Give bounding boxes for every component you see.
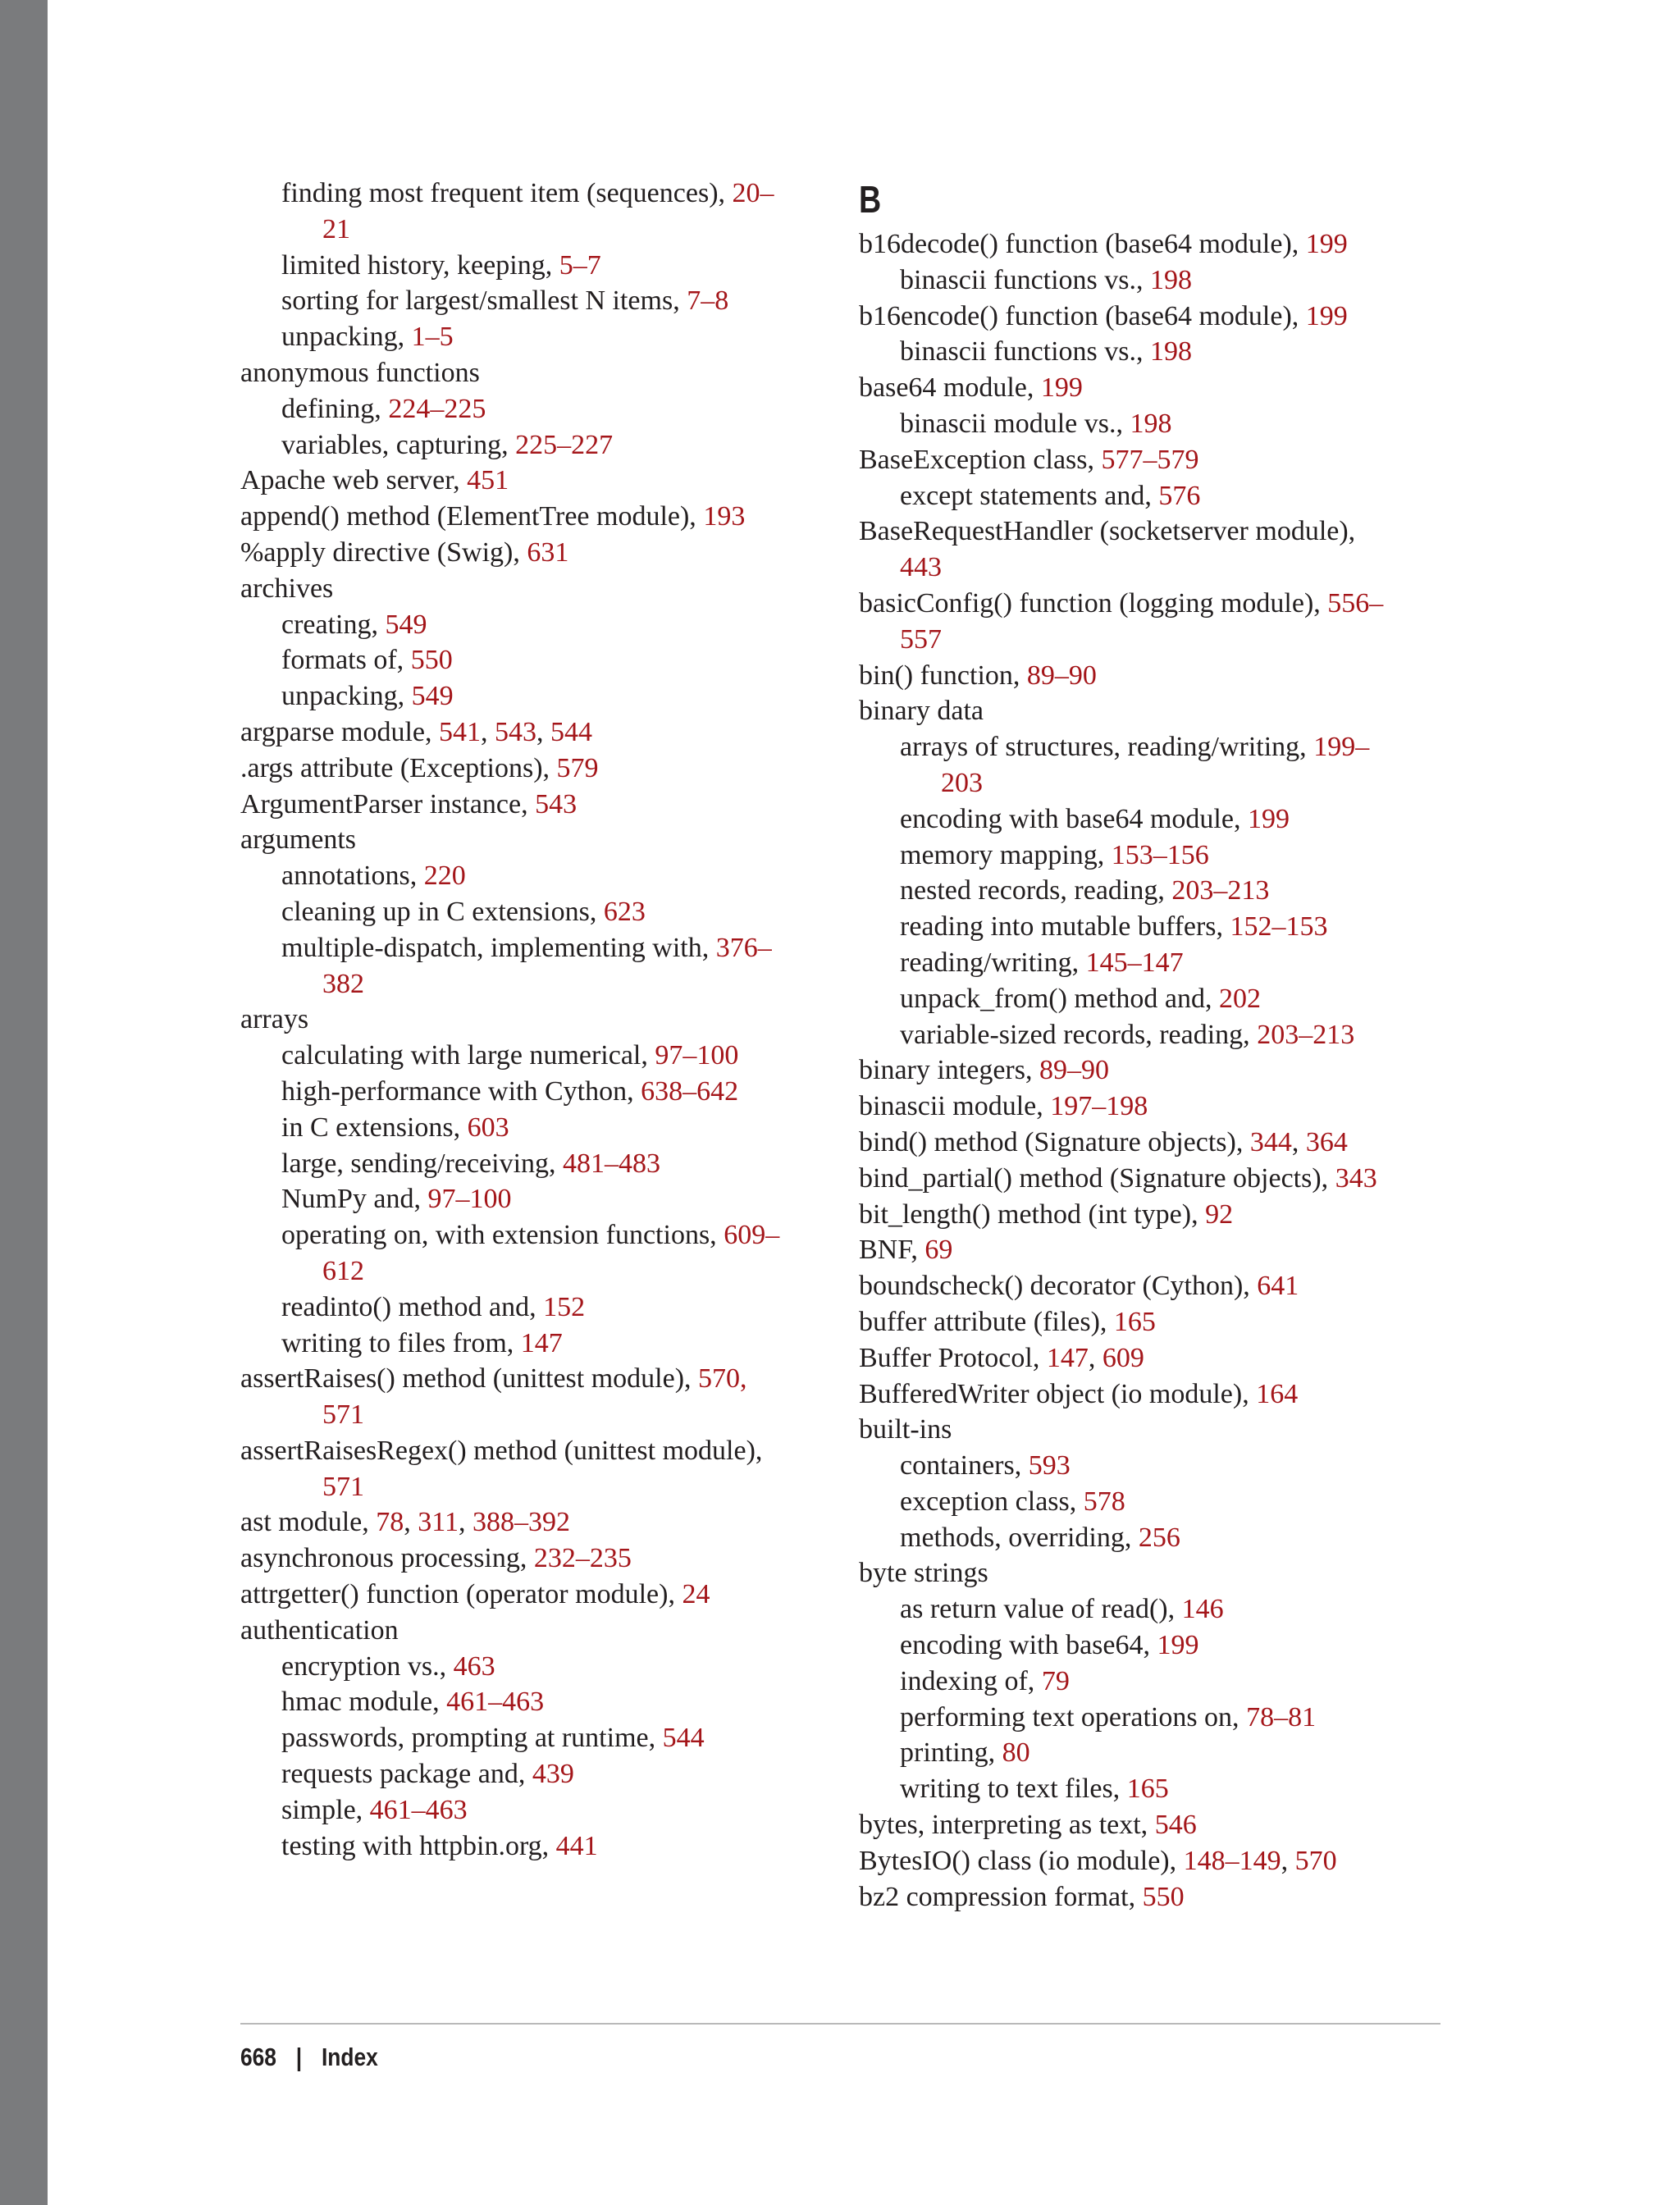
index-subentry — [240, 678, 831, 714]
entry-text: passwords, prompting at runtime, — [281, 1723, 663, 1754]
page-reference-link[interactable]: 550 — [410, 645, 453, 676]
page-reference-link[interactable]: 609– — [724, 1220, 780, 1251]
page-reference-link[interactable]: 97–100 — [655, 1040, 739, 1071]
index-entry — [859, 1555, 1449, 1591]
page-reference-link[interactable]: 549 — [411, 681, 454, 712]
page-reference-link[interactable]: 203 — [941, 767, 983, 798]
index-subentry — [240, 283, 831, 319]
index-entry: argparse module, 541, 543, 544 — [240, 716, 593, 747]
page-number: 668 — [240, 2043, 276, 2071]
index-continuation — [240, 1253, 831, 1290]
page-reference-link[interactable]: 570 — [1294, 1845, 1337, 1876]
entry-text: BNF, — [859, 1235, 925, 1266]
entry-text: high-performance with Cython, — [281, 1075, 641, 1107]
entry-text: variable-sized records, reading, — [900, 1019, 1258, 1050]
index-subentry — [240, 248, 831, 284]
index-entry — [859, 693, 1449, 729]
index-subentry — [859, 909, 1449, 945]
entry-text: unpacking, — [281, 681, 412, 712]
entry-text: arrays — [240, 1004, 309, 1035]
index-subentry — [859, 478, 1449, 514]
index-subentry — [859, 729, 1449, 765]
index-entry — [240, 535, 831, 571]
page-reference-link[interactable]: 576 — [1158, 480, 1201, 511]
entry-text: as return value of read(), — [900, 1594, 1182, 1625]
page-reference-link[interactable]: 146 — [1181, 1594, 1224, 1625]
page-reference-link[interactable]: 21 — [322, 213, 350, 244]
entry-text: BufferedWriter object (io module), — [859, 1378, 1257, 1409]
page-reference-link[interactable]: 556– — [1327, 587, 1384, 619]
entry-text: assertRaisesRegex() method (unittest module), — [240, 1435, 763, 1466]
page-reference-link[interactable]: 481–483 — [563, 1148, 661, 1179]
entry-text: arguments — [240, 824, 357, 856]
page-reference-link[interactable]: 461–463 — [369, 1794, 468, 1825]
page-reference-link[interactable]: 631 — [527, 536, 569, 568]
index-entry: ast module, 78, 311, 388–392 — [240, 1507, 571, 1538]
entry-text: except statements and, — [900, 480, 1159, 511]
index-continuation — [240, 1469, 831, 1505]
entry-text: operating on, with extension functions, — [281, 1220, 724, 1251]
entry-text: anonymous functions — [240, 357, 480, 388]
entry-text: exception class, — [900, 1486, 1084, 1517]
index-subentry — [859, 334, 1449, 370]
page-reference-link[interactable]: 164 — [1256, 1378, 1299, 1409]
index-subentry — [859, 550, 1449, 586]
page-reference-link[interactable]: 78–81 — [1246, 1701, 1317, 1732]
entry-text: bit_length() method (int type), — [859, 1198, 1206, 1230]
index-entry — [240, 1361, 831, 1397]
index-subentry — [859, 1628, 1449, 1664]
page-reference-link[interactable]: 197–198 — [1050, 1091, 1148, 1122]
page-reference-link[interactable]: 78 — [376, 1507, 404, 1538]
index-subentry — [859, 1484, 1449, 1520]
page-reference-link[interactable]: 612 — [322, 1255, 364, 1286]
index-subentry — [240, 1146, 831, 1182]
index-entry — [859, 226, 1449, 262]
page-reference-link[interactable]: 441 — [555, 1830, 598, 1861]
page-reference-link[interactable]: 92 — [1205, 1198, 1234, 1230]
section-letter: B — [859, 178, 882, 221]
page-reference-link[interactable]: 550 — [1142, 1881, 1185, 1912]
index-subentry — [240, 1720, 831, 1756]
entry-text: unpacking, — [281, 322, 412, 353]
page-reference-link[interactable]: 147 — [520, 1327, 563, 1358]
index-entry — [240, 822, 831, 858]
index-entry — [240, 787, 831, 823]
page-reference-link[interactable]: 165 — [1113, 1306, 1156, 1337]
entry-text: multiple-dispatch, implementing with, — [281, 932, 716, 963]
entry-text: b16encode() function (base64 module), — [859, 300, 1306, 331]
page-reference-link[interactable]: 343 — [1335, 1162, 1377, 1194]
page-reference-link[interactable]: 198 — [1150, 336, 1193, 368]
entry-text: binascii module, — [859, 1091, 1051, 1122]
index-continuation — [240, 212, 831, 248]
index-subentry — [240, 1074, 831, 1110]
entry-text: binascii functions vs., — [900, 264, 1151, 295]
index-entry — [859, 658, 1449, 694]
index-subentry — [240, 1181, 831, 1217]
entry-text: base64 module, — [859, 372, 1041, 404]
index-entry — [859, 370, 1449, 406]
page-reference-link[interactable]: 557 — [900, 623, 942, 655]
page-reference-link[interactable]: 541 — [439, 716, 482, 747]
index-subentry — [859, 262, 1449, 299]
entry-text: NumPy and, — [281, 1184, 428, 1215]
entry-text: memory mapping, — [900, 839, 1112, 870]
page-reference-link[interactable]: 165 — [1126, 1774, 1169, 1805]
entry-text: formats of, — [281, 645, 411, 676]
page-reference-link[interactable]: 577–579 — [1101, 444, 1199, 475]
index-column-left — [240, 176, 831, 1864]
index-entry — [240, 499, 831, 535]
entry-text: cleaning up in C extensions, — [281, 896, 604, 927]
index-entry — [240, 1613, 831, 1649]
page-reference-link[interactable]: 570, — [698, 1363, 747, 1395]
page-reference-link[interactable]: 609 — [1102, 1342, 1144, 1373]
footer-section: Index — [321, 2043, 378, 2071]
page-reference-link[interactable]: 543 — [495, 716, 537, 747]
index-subentry — [859, 622, 1449, 658]
page-reference-link[interactable]: 199 — [1305, 300, 1348, 331]
entry-text: annotations, — [281, 861, 424, 892]
index-subentry — [240, 319, 831, 355]
entry-text: Apache web server, — [240, 465, 468, 496]
page-reference-link[interactable]: 97–100 — [427, 1184, 512, 1215]
index-subentry — [859, 406, 1449, 442]
index-subentry — [240, 1326, 831, 1362]
page-reference-link[interactable]: 571 — [322, 1399, 364, 1431]
page-reference-link[interactable]: 641 — [1257, 1271, 1299, 1302]
index-entry — [859, 1161, 1449, 1197]
page-reference-link[interactable]: 463 — [453, 1650, 495, 1682]
entry-text: bin() function, — [859, 660, 1027, 691]
index-entry — [859, 299, 1449, 335]
entry-text: encoding with base64, — [900, 1630, 1157, 1661]
entry-text: indexing of, — [900, 1665, 1042, 1696]
index-subentry — [240, 176, 831, 212]
index-subentry — [859, 1700, 1449, 1736]
index-subentry — [240, 1792, 831, 1828]
entry-text: %apply directive (Swig), — [240, 536, 527, 568]
entry-text: byte strings — [859, 1558, 988, 1589]
page-reference-link[interactable]: 443 — [900, 552, 942, 583]
index-subentry — [859, 1664, 1449, 1700]
page-reference-link[interactable]: 148–149 — [1183, 1845, 1281, 1876]
entry-text: sorting for largest/smallest N items, — [281, 285, 687, 317]
page-reference-link[interactable]: 364 — [1305, 1126, 1348, 1157]
entry-text: b16decode() function (base64 module), — [859, 229, 1306, 259]
index-entry — [859, 1304, 1449, 1340]
index-entry — [240, 355, 831, 391]
page-reference-link[interactable]: 623 — [603, 896, 646, 927]
entry-text: basicConfig() function (logging module), — [859, 587, 1328, 619]
index-subentry — [240, 1217, 831, 1253]
page-reference-link[interactable]: 89–90 — [1039, 1055, 1109, 1086]
entry-text: in C extensions, — [281, 1112, 468, 1143]
index-subentry — [859, 1017, 1449, 1053]
page-reference-link[interactable]: 147 — [1046, 1342, 1089, 1373]
page-reference-link[interactable]: 199 — [1040, 372, 1083, 404]
entry-text: bind() method (Signature objects), — [859, 1126, 1250, 1157]
index-entry — [859, 1879, 1449, 1915]
page-reference-link[interactable]: 152 — [543, 1291, 586, 1322]
index-entry — [240, 1433, 831, 1469]
index-subentry — [240, 1828, 831, 1865]
entry-text: printing, — [900, 1737, 1002, 1769]
page-reference-link[interactable]: 89–90 — [1026, 660, 1097, 691]
index-subentry — [859, 801, 1449, 838]
index-subentry — [240, 1756, 831, 1792]
footer-separator: | — [295, 2043, 303, 2071]
entry-text: BaseException class, — [859, 444, 1102, 475]
index-entry — [240, 1002, 831, 1038]
index-subentry — [240, 894, 831, 930]
entry-text: ast module, — [240, 1507, 377, 1538]
index-subentry — [859, 945, 1449, 981]
page-reference-link[interactable]: 79 — [1041, 1665, 1070, 1696]
entry-text: BytesIO() class (io module), — [859, 1845, 1184, 1876]
page-reference-link[interactable]: 153–156 — [1111, 839, 1209, 870]
index-subentry — [240, 1684, 831, 1720]
entry-text: creating, — [281, 609, 386, 640]
index-subentry — [240, 1038, 831, 1074]
page-reference-link[interactable]: 544 — [550, 716, 593, 747]
entry-text: bz2 compression format, — [859, 1881, 1143, 1912]
entry-text: defining, — [281, 393, 389, 424]
entry-text: attrgetter() function (operator module), — [240, 1579, 682, 1610]
page-reference-link[interactable]: 638–642 — [641, 1075, 739, 1107]
index-entry — [859, 442, 1449, 478]
page-reference-link[interactable]: 382 — [322, 968, 364, 999]
entry-text: readinto() method and, — [281, 1291, 544, 1322]
entry-text: reading/writing, — [900, 947, 1086, 978]
entry-text: unpack_from() method and, — [900, 983, 1219, 1014]
index-subentry — [240, 1649, 831, 1685]
entry-text: requests package and, — [281, 1759, 532, 1790]
entry-text: binary data — [859, 696, 984, 727]
page-reference-link[interactable]: 439 — [532, 1759, 574, 1790]
index-subentry — [240, 930, 831, 966]
index-entry — [859, 1089, 1449, 1125]
page-reference-link[interactable]: 549 — [385, 609, 427, 640]
entry-text: writing to text files, — [900, 1774, 1127, 1805]
entry-text: buffer attribute (files), — [859, 1306, 1114, 1337]
entry-text: built-ins — [859, 1414, 952, 1445]
page-reference-link[interactable]: 232–235 — [533, 1543, 632, 1574]
page-reference-link[interactable]: 198 — [1130, 408, 1172, 439]
index-continuation — [240, 1397, 831, 1433]
page-reference-link[interactable]: 5–7 — [559, 249, 601, 281]
entry-text: limited history, keeping, — [281, 249, 559, 281]
index-continuation — [859, 765, 1449, 801]
page-reference-link[interactable]: 544 — [662, 1723, 705, 1754]
page-reference-link[interactable]: 256 — [1138, 1522, 1180, 1553]
page-reference-link[interactable]: 198 — [1150, 264, 1193, 295]
index-subentry — [859, 981, 1449, 1017]
entry-text: assertRaises() method (unittest module), — [240, 1363, 699, 1395]
index-entry — [240, 1541, 831, 1577]
entry-text: performing text operations on, — [900, 1701, 1247, 1732]
entry-text: Buffer Protocol, — [859, 1342, 1047, 1373]
index-entry — [859, 1376, 1449, 1413]
index-entry — [859, 1197, 1449, 1233]
index-entry — [859, 1412, 1449, 1448]
page-reference-link[interactable]: 220 — [423, 861, 466, 892]
index-continuation — [240, 966, 831, 1002]
entry-text: arrays of structures, reading/writing, — [900, 732, 1314, 763]
page-reference-link[interactable]: 376– — [715, 932, 772, 963]
index-entry: bind() method (Signature objects), 344, 364 — [859, 1126, 1348, 1157]
index-entry — [240, 463, 831, 499]
entry-text: binascii module vs., — [900, 408, 1130, 439]
entry-text: bind_partial() method (Signature objects), — [859, 1162, 1335, 1194]
page-reference-link[interactable]: 152–153 — [1230, 911, 1328, 943]
entry-text: reading into mutable buffers, — [900, 911, 1230, 943]
page-reference-link[interactable]: 7–8 — [687, 285, 729, 317]
footer-rule — [240, 2023, 1440, 2025]
index-subentry — [859, 1771, 1449, 1807]
entry-text: append() method (ElementTree module), — [240, 501, 704, 532]
index-subentry — [859, 1735, 1449, 1771]
page-reference-link[interactable]: 203–213 — [1171, 875, 1270, 906]
entry-text: variables, capturing, — [281, 429, 516, 460]
page-reference-link[interactable]: 202 — [1219, 983, 1261, 1014]
page-reference-link[interactable]: 578 — [1083, 1486, 1125, 1517]
index-subentry — [240, 642, 831, 678]
page-reference-link[interactable]: 199 — [1247, 803, 1290, 834]
entry-text: archives — [240, 573, 334, 604]
page-reference-link[interactable]: 224–225 — [388, 393, 486, 424]
page-reference-link[interactable]: 311 — [418, 1507, 459, 1538]
index-subentry — [240, 858, 831, 894]
page-reference-link[interactable]: 20– — [732, 178, 774, 208]
page-reference-link[interactable]: 344 — [1249, 1126, 1292, 1157]
index-column-right — [859, 176, 1449, 1915]
entry-text: testing with httpbin.org, — [281, 1830, 556, 1861]
entry-text: ArgumentParser instance, — [240, 788, 536, 819]
page-reference-link[interactable]: 193 — [703, 501, 746, 532]
index-subentry — [859, 1448, 1449, 1484]
entry-text: large, sending/receiving, — [281, 1148, 564, 1179]
index-subentry — [859, 873, 1449, 909]
index-entry — [859, 586, 1449, 622]
index-entry — [859, 514, 1449, 550]
entry-text: BaseRequestHandler (socketserver module), — [859, 516, 1356, 547]
page-reference-link[interactable]: 603 — [467, 1112, 509, 1143]
index-entry: BytesIO() class (io module), 148–149, 570 — [859, 1845, 1337, 1876]
page-reference-link[interactable]: 546 — [1154, 1810, 1197, 1841]
entry-text: encryption vs., — [281, 1650, 454, 1682]
index-subentry — [859, 1520, 1449, 1556]
page-reference-link[interactable]: 80 — [1002, 1737, 1030, 1769]
page-reference-link[interactable]: 24 — [682, 1579, 710, 1610]
page-reference-link[interactable]: 199 — [1305, 229, 1348, 259]
index-subentry — [859, 1591, 1449, 1628]
entry-text: encoding with base64 module, — [900, 803, 1248, 834]
page-reference-link[interactable]: 579 — [556, 752, 599, 783]
entry-text: argparse module, — [240, 716, 440, 747]
entry-text: containers, — [900, 1450, 1029, 1481]
entry-text: authentication — [240, 1614, 399, 1646]
page-reference-link[interactable]: 451 — [467, 465, 509, 496]
index-subentry — [859, 838, 1449, 874]
page-reference-link[interactable]: 145–147 — [1085, 947, 1184, 978]
index-entry — [240, 1577, 831, 1613]
page-reference-link[interactable]: 199 — [1157, 1630, 1199, 1661]
entry-text: methods, overriding, — [900, 1522, 1139, 1553]
index-subentry — [240, 607, 831, 643]
index-entry — [859, 1807, 1449, 1843]
page-reference-link[interactable]: 225–227 — [515, 429, 614, 460]
entry-text: binary integers, — [859, 1055, 1039, 1086]
page-reference-link[interactable]: 199– — [1313, 732, 1370, 763]
index-subentry — [240, 427, 831, 463]
page-reference-link[interactable]: 461–463 — [446, 1687, 545, 1718]
page-reference-link[interactable]: 571 — [322, 1471, 364, 1502]
page-reference-link[interactable]: 388–392 — [472, 1507, 571, 1538]
index-entry — [240, 751, 831, 787]
index-subentry — [240, 1110, 831, 1146]
index-subentry — [240, 1290, 831, 1326]
entry-text: simple, — [281, 1794, 370, 1825]
entry-text: asynchronous processing, — [240, 1543, 534, 1574]
entry-text: writing to files from, — [281, 1327, 521, 1358]
index-entry — [859, 1232, 1449, 1268]
entry-text: binascii functions vs., — [900, 336, 1151, 368]
entry-text: nested records, reading, — [900, 875, 1172, 906]
entry-text: finding most frequent item (sequences), — [281, 178, 733, 208]
entry-text: .args attribute (Exceptions), — [240, 752, 557, 783]
index-entry — [859, 1052, 1449, 1089]
page-reference-link[interactable]: 203–213 — [1257, 1019, 1355, 1050]
index-entry — [240, 571, 831, 607]
page-reference-link[interactable]: 69 — [924, 1235, 953, 1266]
page-footer — [240, 2043, 378, 2072]
page-edge-bar — [0, 0, 48, 2205]
entry-text: boundscheck() decorator (Cython), — [859, 1271, 1258, 1302]
index-subentry — [240, 391, 831, 427]
page-reference-link[interactable]: 543 — [535, 788, 578, 819]
page-reference-link[interactable]: 1–5 — [411, 322, 454, 353]
page-reference-link[interactable]: 593 — [1028, 1450, 1071, 1481]
entry-text: bytes, interpreting as text, — [859, 1810, 1155, 1841]
index-entry: Buffer Protocol, 147, 609 — [859, 1342, 1144, 1373]
entry-text: hmac module, — [281, 1687, 447, 1718]
entry-text: calculating with large numerical, — [281, 1040, 655, 1071]
index-entry — [859, 1268, 1449, 1304]
